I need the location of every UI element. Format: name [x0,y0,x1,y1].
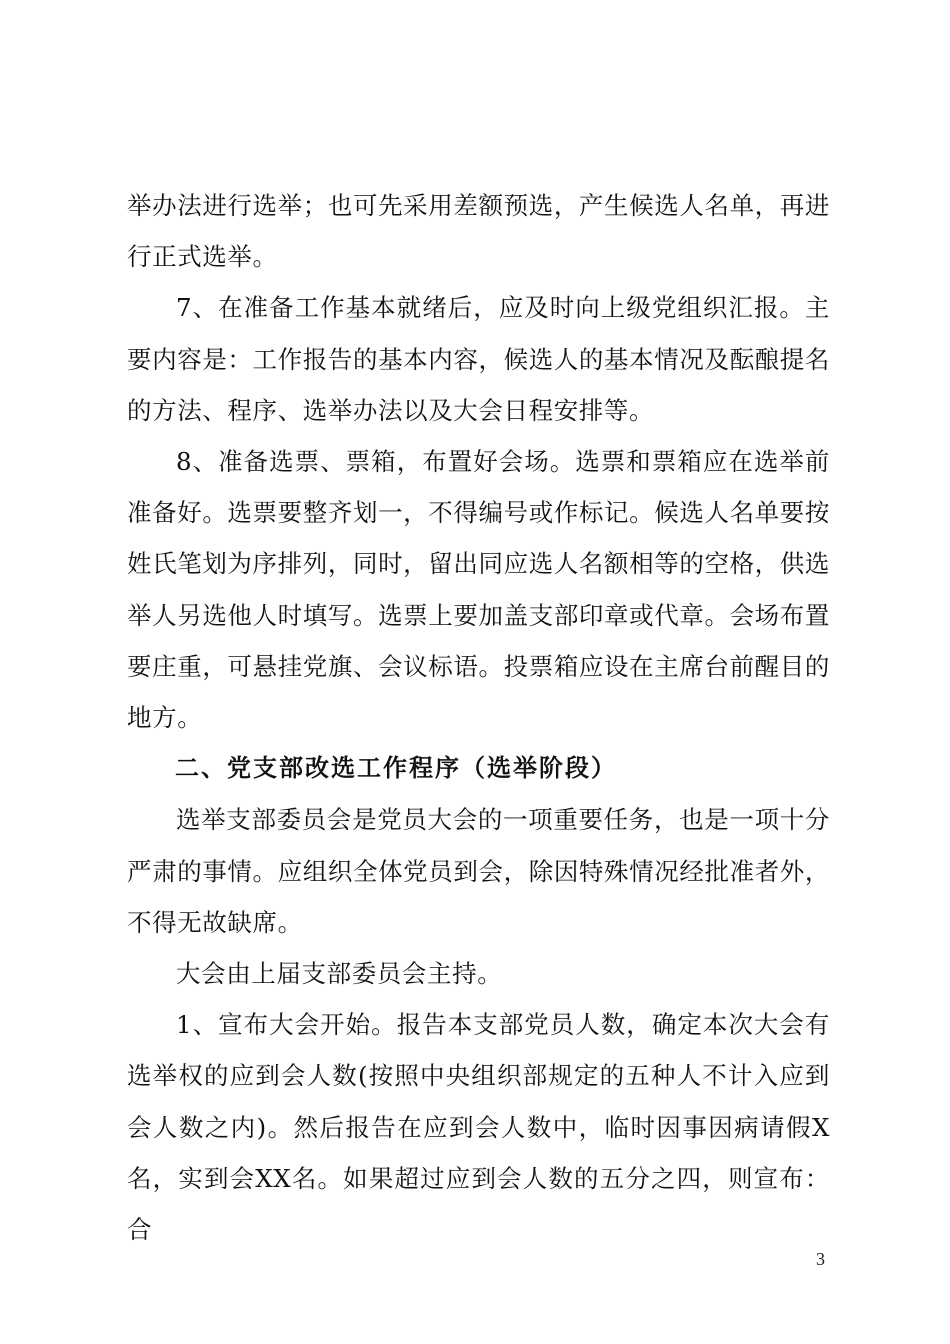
paragraph-meeting-host: 大会由上届支部委员会主持。 [176,959,503,989]
section-heading: 二、党支部改选工作程序（选举阶段） [175,754,617,783]
paragraph-election-importance: 选举支部委员会是党员大会的一项重要任务，也是一项十分严肃的事情。应组织全体党员到会，除因特殊情况经批准者外，不得无故缺席。 [127,805,830,937]
paragraph-item-7: 7、在准备工作基本就绪后，应及时向上级党组织汇报。主要内容是：工作报告的基本内容，候选人的基本情况及酝酿提名的方法、程序、选举办法以及大会日程安排等。 [127,293,830,425]
paragraph-item-8: 8、准备选票、票箱，布置好会场。选票和票箱应在选举前准备好。选票要整齐划一，不得编号或作标记。候选人名单要按姓氏笔划为序排列，同时，留出同应选人名额相等的空格，供选举人另选他人时填写。选票上要加盖支部印章或代章。会场布置要庄重，可悬挂党旗、会议标语。投票箱应设在主席台前醒目的地方。 [127,447,830,733]
paragraph-continuation: 举办法进行选举；也可先采用差额预选，产生候选人名单，再进行正式选举。 [127,191,830,272]
page-number: 3 [816,1249,825,1269]
document-body [127,180,830,1255]
paragraph-item-1: 1、宣布大会开始。报告本支部党员人数，确定本次大会有选举权的应到会人数(按照中央组织部规定的五种人不计入应到会人数之内)。然后报告在应到会人数中，临时因事因病请假X名，实到会XX名。如果超过应到会人数的五分之四，则宣布：合 [127,1010,830,1245]
